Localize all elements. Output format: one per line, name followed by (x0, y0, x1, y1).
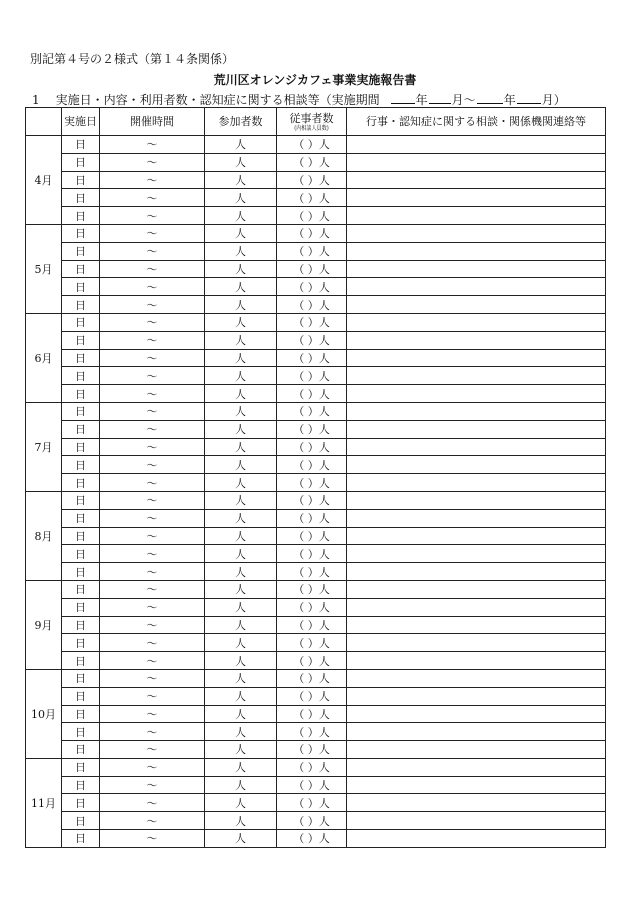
staff-cell[interactable]: （ ）人 (277, 296, 347, 314)
period-month-label-2: 月） (541, 93, 566, 107)
participants-cell[interactable]: 人 (205, 758, 277, 776)
time-cell[interactable]: ～ (100, 474, 205, 492)
participants-cell[interactable]: 人 (205, 616, 277, 634)
events-cell[interactable] (347, 491, 606, 509)
staff-cell[interactable]: （ ）人 (277, 331, 347, 349)
table-row (26, 296, 606, 314)
period-end-year-blank[interactable] (477, 91, 503, 104)
day-cell[interactable]: 日 (62, 420, 100, 438)
time-cell[interactable]: ～ (100, 545, 205, 563)
period-year-label-1: 年 (415, 93, 428, 107)
header-events: 行事・認知症に関する相談・関係機関連絡等 (347, 108, 606, 136)
events-cell[interactable] (347, 171, 606, 189)
period-start-year-blank[interactable] (391, 91, 415, 104)
header-staff-sublabel: (内相談人員数) (294, 124, 329, 132)
events-cell[interactable] (347, 153, 606, 171)
table-row (26, 616, 606, 634)
staff-cell[interactable]: （ ）人 (277, 634, 347, 652)
staff-cell[interactable]: （ ）人 (277, 207, 347, 225)
events-cell[interactable] (347, 367, 606, 385)
day-cell[interactable]: 日 (62, 723, 100, 741)
table-row (26, 669, 606, 687)
events-cell[interactable] (347, 776, 606, 794)
participants-cell[interactable]: 人 (205, 420, 277, 438)
events-cell[interactable] (347, 260, 606, 278)
table-row (26, 705, 606, 723)
staff-cell[interactable]: （ ）人 (277, 563, 347, 581)
events-cell[interactable] (347, 331, 606, 349)
time-cell[interactable]: ～ (100, 527, 205, 545)
participants-cell[interactable]: 人 (205, 207, 277, 225)
time-cell[interactable]: ～ (100, 687, 205, 705)
day-cell[interactable]: 日 (62, 830, 100, 848)
day-cell[interactable]: 日 (62, 438, 100, 456)
table-row (26, 509, 606, 527)
participants-cell[interactable]: 人 (205, 313, 277, 331)
section-title: 実施日・内容・利用者数・認知症に関する相談等（実施期間 (55, 93, 380, 107)
events-cell[interactable] (347, 580, 606, 598)
participants-cell[interactable]: 人 (205, 474, 277, 492)
events-cell[interactable] (347, 242, 606, 260)
day-cell[interactable]: 日 (62, 491, 100, 509)
header-month (26, 108, 62, 136)
participants-cell[interactable]: 人 (205, 652, 277, 670)
day-cell[interactable]: 日 (62, 598, 100, 616)
time-cell[interactable]: ～ (100, 153, 205, 171)
staff-cell[interactable]: （ ）人 (277, 545, 347, 563)
header-staff-label: 従事者数 (289, 111, 334, 125)
time-cell[interactable]: ～ (100, 741, 205, 759)
day-cell[interactable]: 日 (62, 153, 100, 171)
table-row (26, 438, 606, 456)
table-row (26, 367, 606, 385)
day-cell[interactable]: 日 (62, 634, 100, 652)
events-cell[interactable] (347, 758, 606, 776)
month-label: 8月 (26, 491, 62, 580)
time-cell[interactable]: ～ (100, 438, 205, 456)
table-row (26, 313, 606, 331)
table-row (26, 758, 606, 776)
table-row (26, 794, 606, 812)
day-cell[interactable]: 日 (62, 349, 100, 367)
header-day: 実施日 (62, 108, 100, 136)
staff-cell[interactable]: （ ）人 (277, 402, 347, 420)
events-cell[interactable] (347, 598, 606, 616)
events-cell[interactable] (347, 794, 606, 812)
staff-cell[interactable]: （ ）人 (277, 153, 347, 171)
month-label: 10月 (26, 669, 62, 758)
day-cell[interactable]: 日 (62, 242, 100, 260)
participants-cell[interactable]: 人 (205, 794, 277, 812)
staff-cell[interactable]: （ ）人 (277, 652, 347, 670)
table-row (26, 491, 606, 509)
participants-cell[interactable]: 人 (205, 278, 277, 296)
day-cell[interactable]: 日 (62, 616, 100, 634)
time-cell[interactable]: ～ (100, 812, 205, 830)
events-cell[interactable] (347, 527, 606, 545)
time-cell[interactable]: ～ (100, 830, 205, 848)
time-cell[interactable]: ～ (100, 723, 205, 741)
staff-cell[interactable]: （ ）人 (277, 705, 347, 723)
time-cell[interactable]: ～ (100, 563, 205, 581)
time-cell[interactable]: ～ (100, 509, 205, 527)
day-cell[interactable]: 日 (62, 331, 100, 349)
time-cell[interactable]: ～ (100, 758, 205, 776)
events-cell[interactable] (347, 723, 606, 741)
day-cell[interactable]: 日 (62, 456, 100, 474)
time-cell[interactable]: ～ (100, 278, 205, 296)
events-cell[interactable] (347, 705, 606, 723)
events-cell[interactable] (347, 687, 606, 705)
table-row (26, 580, 606, 598)
staff-cell[interactable]: （ ）人 (277, 456, 347, 474)
events-cell[interactable] (347, 830, 606, 848)
participants-cell[interactable]: 人 (205, 367, 277, 385)
participants-cell[interactable]: 人 (205, 189, 277, 207)
events-cell[interactable] (347, 563, 606, 581)
time-cell[interactable]: ～ (100, 652, 205, 670)
staff-cell[interactable]: （ ）人 (277, 385, 347, 403)
events-cell[interactable] (347, 296, 606, 314)
time-cell[interactable]: ～ (100, 420, 205, 438)
participants-cell[interactable]: 人 (205, 723, 277, 741)
table-row (26, 402, 606, 420)
table-row (26, 385, 606, 403)
events-cell[interactable] (347, 189, 606, 207)
events-cell[interactable] (347, 402, 606, 420)
participants-cell[interactable]: 人 (205, 385, 277, 403)
events-cell[interactable] (347, 349, 606, 367)
participants-cell[interactable]: 人 (205, 527, 277, 545)
events-cell[interactable] (347, 741, 606, 759)
participants-cell[interactable]: 人 (205, 812, 277, 830)
day-cell[interactable]: 日 (62, 189, 100, 207)
day-cell[interactable]: 日 (62, 171, 100, 189)
participants-cell[interactable]: 人 (205, 687, 277, 705)
participants-cell[interactable]: 人 (205, 634, 277, 652)
participants-cell[interactable]: 人 (205, 776, 277, 794)
time-cell[interactable]: ～ (100, 634, 205, 652)
participants-cell[interactable]: 人 (205, 545, 277, 563)
form-number: 別記第４号の２様式（第１４条関係） (30, 52, 235, 66)
time-cell[interactable]: ～ (100, 705, 205, 723)
events-cell[interactable] (347, 136, 606, 154)
time-cell[interactable]: ～ (100, 456, 205, 474)
events-cell[interactable] (347, 616, 606, 634)
day-cell[interactable]: 日 (62, 741, 100, 759)
day-cell[interactable]: 日 (62, 224, 100, 242)
day-cell[interactable]: 日 (62, 527, 100, 545)
staff-cell[interactable]: （ ）人 (277, 527, 347, 545)
day-cell[interactable]: 日 (62, 687, 100, 705)
participants-cell[interactable]: 人 (205, 153, 277, 171)
day-cell[interactable]: 日 (62, 509, 100, 527)
time-cell[interactable]: ～ (100, 402, 205, 420)
staff-cell[interactable]: （ ）人 (277, 367, 347, 385)
table-row (26, 474, 606, 492)
day-cell[interactable]: 日 (62, 385, 100, 403)
month-label: 11月 (26, 758, 62, 847)
time-cell[interactable]: ～ (100, 491, 205, 509)
events-cell[interactable] (347, 207, 606, 225)
staff-cell[interactable]: （ ）人 (277, 349, 347, 367)
participants-cell[interactable]: 人 (205, 705, 277, 723)
staff-cell[interactable]: （ ）人 (277, 438, 347, 456)
staff-cell[interactable]: （ ）人 (277, 224, 347, 242)
time-cell[interactable]: ～ (100, 189, 205, 207)
staff-cell[interactable]: （ ）人 (277, 758, 347, 776)
day-cell[interactable]: 日 (62, 580, 100, 598)
day-cell[interactable]: 日 (62, 545, 100, 563)
table-row (26, 224, 606, 242)
header-participants: 参加者数 (205, 108, 277, 136)
participants-cell[interactable]: 人 (205, 598, 277, 616)
time-cell[interactable]: ～ (100, 616, 205, 634)
month-label: 7月 (26, 402, 62, 491)
time-cell[interactable]: ～ (100, 331, 205, 349)
month-label: 5月 (26, 224, 62, 313)
participants-cell[interactable]: 人 (205, 260, 277, 278)
day-cell[interactable]: 日 (62, 313, 100, 331)
time-cell[interactable]: ～ (100, 313, 205, 331)
time-cell[interactable]: ～ (100, 598, 205, 616)
participants-cell[interactable]: 人 (205, 456, 277, 474)
header-staff (277, 108, 347, 136)
table-row (26, 136, 606, 154)
table-row (26, 634, 606, 652)
events-cell[interactable] (347, 224, 606, 242)
staff-cell[interactable]: （ ）人 (277, 136, 347, 154)
time-cell[interactable]: ～ (100, 580, 205, 598)
table-row (26, 207, 606, 225)
period-year-label-2: 年 (503, 93, 516, 107)
events-cell[interactable] (347, 669, 606, 687)
time-cell[interactable]: ～ (100, 260, 205, 278)
day-cell[interactable]: 日 (62, 812, 100, 830)
table-row (26, 741, 606, 759)
participants-cell[interactable]: 人 (205, 349, 277, 367)
table-row (26, 830, 606, 848)
participants-cell[interactable]: 人 (205, 296, 277, 314)
participants-cell[interactable]: 人 (205, 136, 277, 154)
section-heading (32, 91, 566, 108)
participants-cell[interactable]: 人 (205, 669, 277, 687)
staff-cell[interactable]: （ ）人 (277, 598, 347, 616)
table-row (26, 171, 606, 189)
participants-cell[interactable]: 人 (205, 242, 277, 260)
events-cell[interactable] (347, 812, 606, 830)
time-cell[interactable]: ～ (100, 296, 205, 314)
document-title: 荒川区オレンジカフェ事業実施報告書 (213, 73, 417, 87)
table-body (26, 136, 606, 848)
report-table (25, 107, 606, 848)
staff-cell[interactable]: （ ）人 (277, 509, 347, 527)
table-row (26, 331, 606, 349)
table-row (26, 652, 606, 670)
events-cell[interactable] (347, 313, 606, 331)
table-row (26, 242, 606, 260)
day-cell[interactable]: 日 (62, 207, 100, 225)
time-cell[interactable]: ～ (100, 776, 205, 794)
participants-cell[interactable]: 人 (205, 741, 277, 759)
participants-cell[interactable]: 人 (205, 438, 277, 456)
staff-cell[interactable]: （ ）人 (277, 741, 347, 759)
table-row (26, 812, 606, 830)
table-row (26, 153, 606, 171)
table-row (26, 189, 606, 207)
staff-cell[interactable]: （ ）人 (277, 580, 347, 598)
staff-cell[interactable]: （ ）人 (277, 723, 347, 741)
events-cell[interactable] (347, 634, 606, 652)
events-cell[interactable] (347, 420, 606, 438)
staff-cell[interactable]: （ ）人 (277, 278, 347, 296)
period-start-month-blank[interactable] (429, 91, 451, 104)
events-cell[interactable] (347, 545, 606, 563)
day-cell[interactable]: 日 (62, 758, 100, 776)
day-cell[interactable]: 日 (62, 260, 100, 278)
section-number: 1 (32, 93, 40, 107)
time-cell[interactable]: ～ (100, 171, 205, 189)
events-cell[interactable] (347, 278, 606, 296)
participants-cell[interactable]: 人 (205, 580, 277, 598)
events-cell[interactable] (347, 474, 606, 492)
day-cell[interactable]: 日 (62, 367, 100, 385)
table-row (26, 420, 606, 438)
time-cell[interactable]: ～ (100, 385, 205, 403)
day-cell[interactable]: 日 (62, 669, 100, 687)
period-month-label-1: 月～ (451, 93, 476, 107)
table-row (26, 456, 606, 474)
table-row (26, 723, 606, 741)
staff-cell[interactable]: （ ）人 (277, 420, 347, 438)
staff-cell[interactable]: （ ）人 (277, 812, 347, 830)
day-cell[interactable]: 日 (62, 278, 100, 296)
month-label: 6月 (26, 313, 62, 402)
time-cell[interactable]: ～ (100, 794, 205, 812)
staff-cell[interactable]: （ ）人 (277, 776, 347, 794)
staff-cell[interactable]: （ ）人 (277, 669, 347, 687)
day-cell[interactable]: 日 (62, 563, 100, 581)
staff-cell[interactable]: （ ）人 (277, 794, 347, 812)
staff-cell[interactable]: （ ）人 (277, 491, 347, 509)
table-header-row (26, 108, 606, 136)
day-cell[interactable]: 日 (62, 776, 100, 794)
month-label: 4月 (26, 136, 62, 225)
staff-cell[interactable]: （ ）人 (277, 189, 347, 207)
header-time: 開催時間 (100, 108, 205, 136)
table-row (26, 260, 606, 278)
participants-cell[interactable]: 人 (205, 830, 277, 848)
time-cell[interactable]: ～ (100, 224, 205, 242)
staff-cell[interactable]: （ ）人 (277, 313, 347, 331)
staff-cell[interactable]: （ ）人 (277, 242, 347, 260)
staff-cell[interactable]: （ ）人 (277, 171, 347, 189)
table-row (26, 527, 606, 545)
time-cell[interactable]: ～ (100, 367, 205, 385)
staff-cell[interactable]: （ ）人 (277, 616, 347, 634)
time-cell[interactable]: ～ (100, 349, 205, 367)
time-cell[interactable]: ～ (100, 242, 205, 260)
participants-cell[interactable]: 人 (205, 331, 277, 349)
day-cell[interactable]: 日 (62, 794, 100, 812)
month-label: 9月 (26, 580, 62, 669)
day-cell[interactable]: 日 (62, 474, 100, 492)
table-row (26, 776, 606, 794)
participants-cell[interactable]: 人 (205, 563, 277, 581)
events-cell[interactable] (347, 385, 606, 403)
table-row (26, 349, 606, 367)
time-cell[interactable]: ～ (100, 669, 205, 687)
staff-cell[interactable]: （ ）人 (277, 830, 347, 848)
table-row (26, 278, 606, 296)
participants-cell[interactable]: 人 (205, 402, 277, 420)
table-row (26, 598, 606, 616)
table-row (26, 545, 606, 563)
day-cell[interactable]: 日 (62, 402, 100, 420)
day-cell[interactable]: 日 (62, 652, 100, 670)
events-cell[interactable] (347, 456, 606, 474)
staff-cell[interactable]: （ ）人 (277, 260, 347, 278)
participants-cell[interactable]: 人 (205, 224, 277, 242)
staff-cell[interactable]: （ ）人 (277, 474, 347, 492)
time-cell[interactable]: ～ (100, 207, 205, 225)
table-row (26, 687, 606, 705)
period-end-month-blank[interactable] (517, 91, 541, 104)
events-cell[interactable] (347, 438, 606, 456)
participants-cell[interactable]: 人 (205, 171, 277, 189)
events-cell[interactable] (347, 652, 606, 670)
day-cell[interactable]: 日 (62, 296, 100, 314)
table-row (26, 563, 606, 581)
day-cell[interactable]: 日 (62, 136, 100, 154)
participants-cell[interactable]: 人 (205, 491, 277, 509)
participants-cell[interactable]: 人 (205, 509, 277, 527)
staff-cell[interactable]: （ ）人 (277, 687, 347, 705)
day-cell[interactable]: 日 (62, 705, 100, 723)
events-cell[interactable] (347, 509, 606, 527)
time-cell[interactable]: ～ (100, 136, 205, 154)
